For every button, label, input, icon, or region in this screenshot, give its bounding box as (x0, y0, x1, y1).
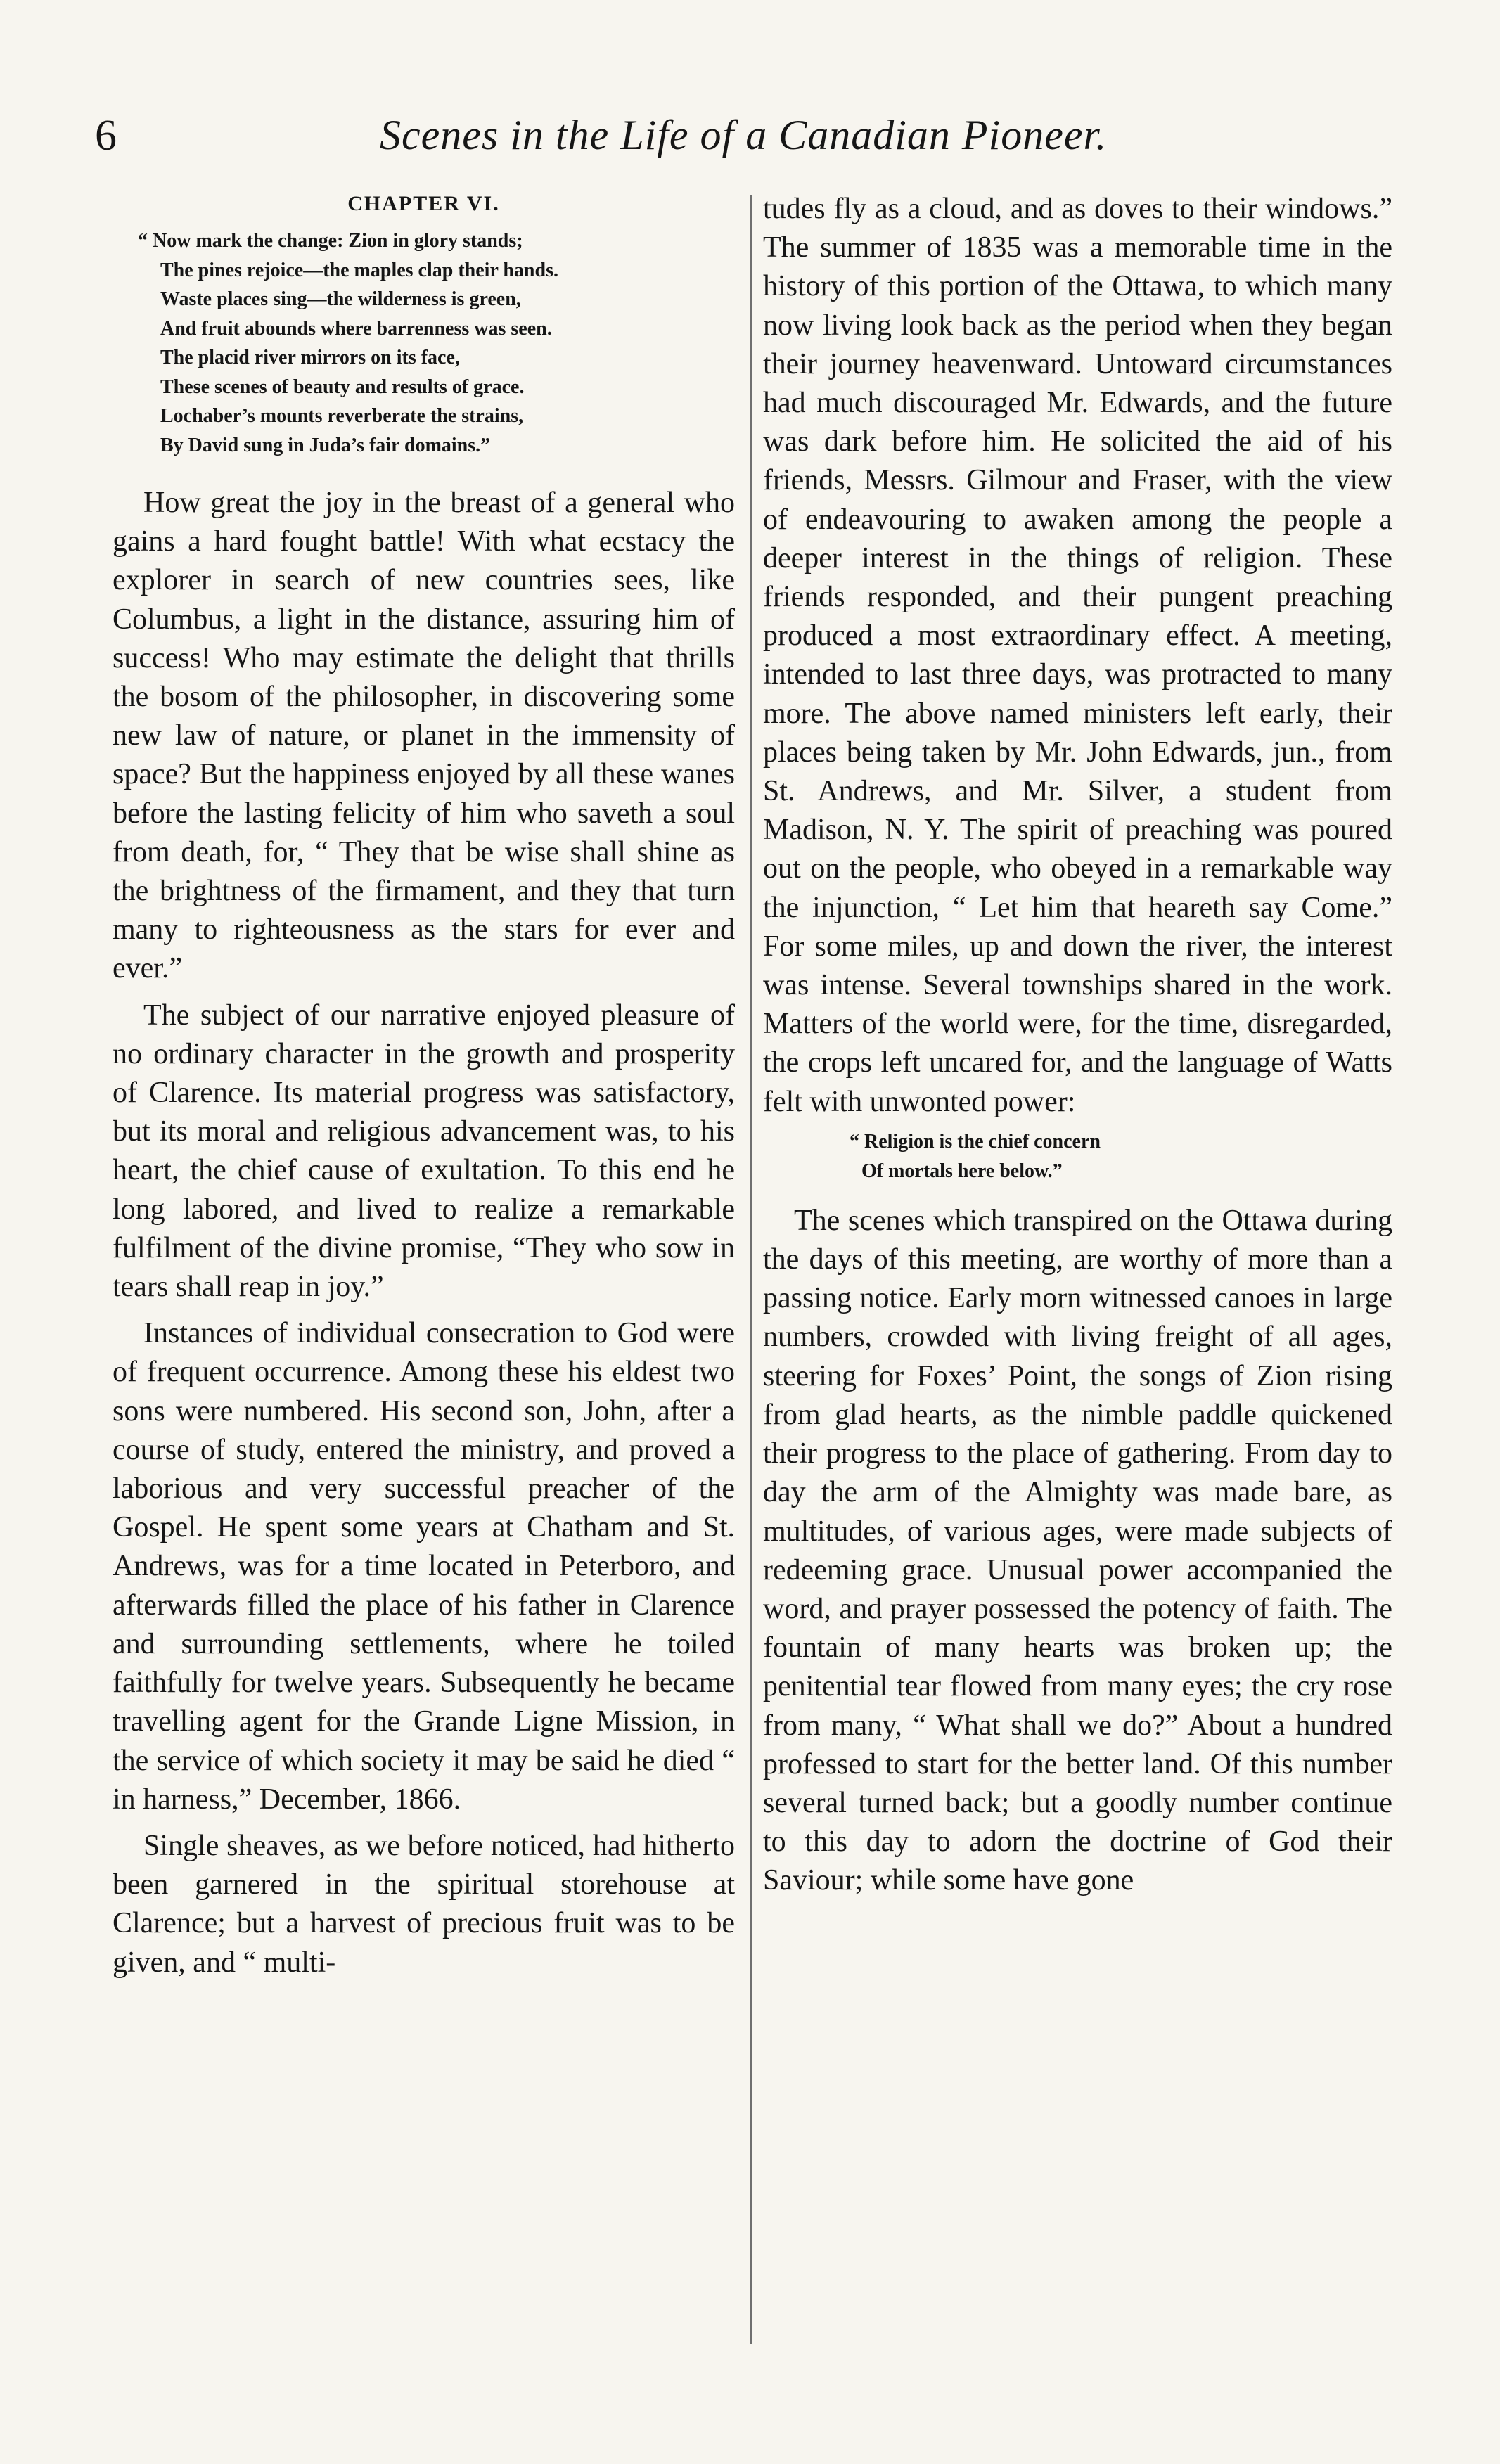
left-column (113, 190, 735, 1982)
verse-line: The pines rejoice—the maples clap their hands. (160, 259, 558, 281)
verse-line: By David sung in Juda’s fair domains.” (160, 434, 491, 456)
body-paragraph: The scenes which transpired on the Ottawa during the days of this meeting, are worthy of more than a passing notice. Early morn witnessed canoes in large numbers, crowded with living freight of all ages, steering for Foxes’ Point, the songs of Zion rising from glad hearts, as the nimble paddle quickened their progress to the place of gathering. From day to day the arm of the Almighty was made bare, as multitudes, of various ages, were made subjects of redeeming grace. Unusual power accompanied the word, and prayer possessed the potency of faith. The fountain of many hearts was broken up; the penitential tear flowed from many eyes; the cry rose from many, “ What shall we do?” About a hundred professed to start for the better land. Of this number several turned back; but a goodly number continue to this day to adorn the doctrine of God their Saviour; while some have gone (763, 1204, 1392, 1897)
quote-line: Of mortals here below.” (861, 1160, 1063, 1182)
verse-line: These scenes of beauty and results of grace. (160, 376, 525, 398)
epigraph-verse (113, 226, 735, 460)
verse-line: The placid river mirrors on its face, (160, 347, 460, 368)
column-divider (750, 195, 752, 2344)
page-number: 6 (95, 112, 117, 160)
quote-line: “ Religion is the chief concern (850, 1130, 1101, 1153)
chapter-title: CHAPTER VI. (347, 192, 500, 215)
body-paragraph: tudes fly as a cloud, and as doves to their windows.” The summer of 1835 was a memorable time in the history of this portion of the Ottawa, to which many now living look back as the period when they began their journey heavenward. Untoward circumstances had much discouraged Mr. Edwards, and the future was dark before him. He solicited the aid of his friends, Messrs. Gilmour and Fraser, with the view of endeavouring to awaken among the people a deeper interest in the things of religion. These friends responded, and their pungent preaching produced a most extraordinary effect. A meeting, intended to last three days, was protracted to many more. The above named ministers left early, their places being taken by Mr. John Edwards, jun., from St. Andrews, and Mr. Silver, a student from Madison, N. Y. The spirit of preaching was poured out on the people, who obeyed in a remarkable way the injunction, “ Let him that heareth say Come.” For some miles, up and down the river, the interest was intense. Several townships shared in the work. Matters of the world were, for the time, disregarded, the crops left uncared for, and the language of Watts felt with unwonted power: (763, 193, 1392, 1118)
verse-line: And fruit abounds where barrenness was seen. (160, 317, 552, 340)
body-paragraph: The subject of our narrative enjoyed pleasure of no ordinary character in the growth and prosperity of Clarence. Its material progress was satisfactory, but its moral and religious advancement was, to his heart, the chief cause of exultation. To this end he long labored, and lived to realize a remarkable fulfilment of the divine promise, “They who sow in tears shall reap in joy.” (113, 999, 735, 1304)
body-paragraph: Single sheaves, as we before noticed, had hitherto been garnered in the spiritual storehouse at Clarence; but a harvest of precious fruit was to be given, and “ multi- (113, 1829, 735, 1979)
body-paragraph: How great the joy in the breast of a general who gains a hard fought battle! With what ecstacy the explorer in search of new countries sees, like Columbus, a light in the distance, assuring him of success! Who may estimate the delight that thrills the bosom of the philosopher, in discovering some new law of nature, or planet in the immensity of space? But the happiness enjoyed by all these wanes before the lasting felicity of him who saveth a soul from death, for, “ They that be wise shall shine as the brightness of the firmament, and they that turn many to righteousness as the stars for ever and ever.” (113, 487, 735, 985)
body-paragraph: Instances of individual consecration to God were of frequent occurrence. Among these his eldest two sons were numbered. His second son, John, after a course of study, entered the ministry, and proved a laborious and very successful preacher of the Gospel. He spent some years at Chatham and St. Andrews, was for a time located in Peterboro, and afterwards filled the place of his father in Clarence and surrounding settlements, where he toiled faithfully for twelve years. Subsequently he became travelling agent for the Grande Ligne Mission, in the service of which society it may be said he died “ in harness,” December, 1866. (113, 1317, 735, 1816)
page-header (0, 111, 1500, 174)
right-column (763, 190, 1392, 1901)
hymn-quote (763, 1127, 1392, 1186)
verse-line: Lochaber’s mounts reverberate the strains, (160, 405, 524, 427)
running-title: Scenes in the Life of a Canadian Pioneer. (380, 112, 1108, 158)
verse-line: Waste places sing—the wilderness is green, (160, 288, 521, 310)
verse-line: “ Now mark the change: Zion in glory stands; (138, 230, 523, 252)
